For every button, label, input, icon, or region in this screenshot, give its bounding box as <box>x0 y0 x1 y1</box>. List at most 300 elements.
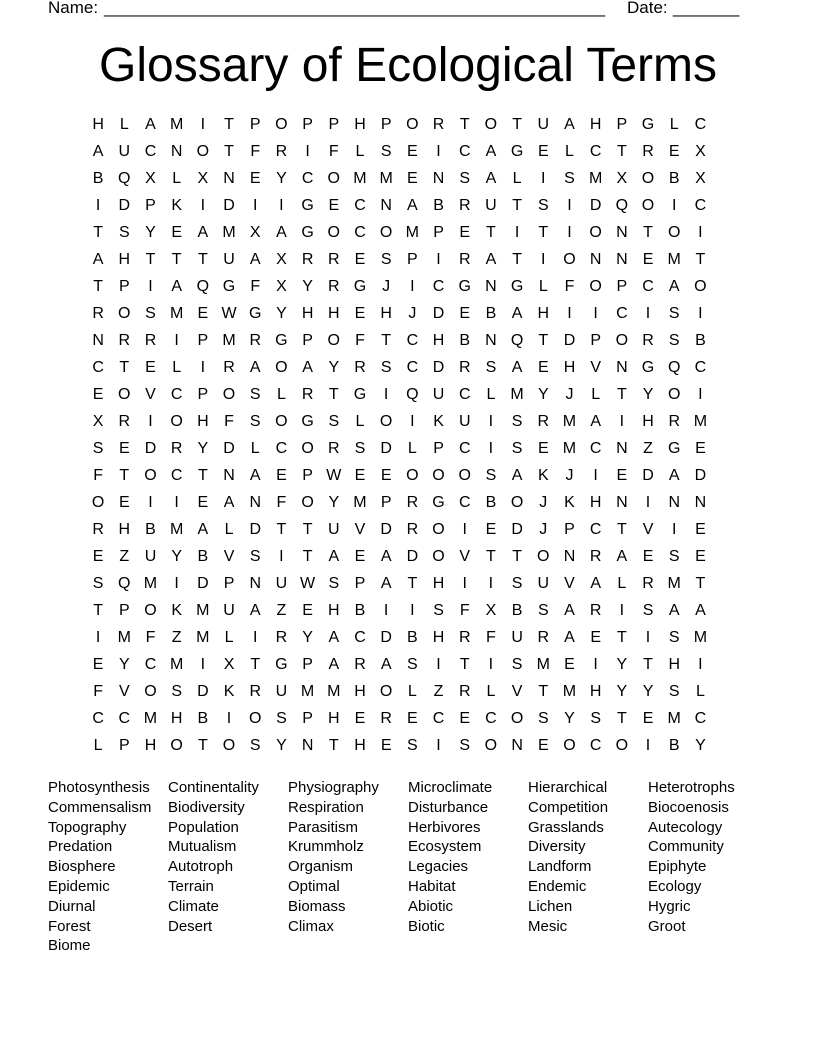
grid-letter: H <box>432 629 445 646</box>
grid-letter: X <box>616 170 628 187</box>
word-item: Endemic <box>528 877 587 895</box>
grid-letter: E <box>407 710 418 727</box>
grid-letter: L <box>276 386 286 403</box>
grid-letter: L <box>617 575 627 592</box>
word-item: Competition <box>528 798 609 816</box>
grid-letter: P <box>302 656 313 673</box>
grid-letter: I <box>410 413 415 430</box>
grid-row <box>85 246 714 273</box>
grid-letter: R <box>458 683 471 700</box>
grid-letter: I <box>593 467 598 484</box>
grid-letter: Y <box>537 386 549 403</box>
grid-letter: E <box>459 710 471 727</box>
grid-letter: M <box>353 494 367 511</box>
word-item: Hygric <box>648 897 691 915</box>
grid-letter: C <box>458 440 471 457</box>
grid-letter: M <box>222 332 236 349</box>
grid-letter: L <box>119 116 129 133</box>
grid-letter: C <box>92 359 104 376</box>
grid-letter: G <box>248 305 262 322</box>
grid-letter: Q <box>406 386 419 403</box>
grid-row <box>85 651 714 678</box>
grid-letter: P <box>118 278 130 295</box>
grid-letter: T <box>171 251 182 268</box>
word-item: Topography <box>48 818 127 836</box>
grid-letter: U <box>275 683 288 700</box>
grid-letter: F <box>145 629 156 646</box>
grid-row <box>85 705 714 732</box>
grid-letter: S <box>380 359 392 376</box>
grid-letter: I <box>645 737 651 754</box>
grid-letter: S <box>249 737 261 754</box>
grid-letter: M <box>693 413 708 430</box>
grid-letter: A <box>668 278 680 295</box>
grid-letter: O <box>196 143 210 160</box>
grid-letter: L <box>172 359 182 376</box>
grid-letter: E <box>590 629 601 646</box>
grid-letter: E <box>197 305 209 322</box>
grid-letter: B <box>695 332 706 349</box>
grid-letter: M <box>143 710 158 727</box>
grid-letter: H <box>354 116 366 133</box>
grid-letter: I <box>593 305 598 322</box>
grid-row <box>85 678 714 705</box>
word-item: Autecology <box>648 818 723 836</box>
grid-letter: O <box>563 737 576 754</box>
grid-letter: T <box>616 629 627 646</box>
grid-letter: A <box>145 116 156 133</box>
grid-letter: S <box>537 197 549 214</box>
grid-letter: P <box>223 575 235 592</box>
word-item: Heterotrophs <box>648 779 735 796</box>
grid-letter: I <box>252 197 258 214</box>
grid-letter: D <box>249 521 261 538</box>
grid-letter: O <box>563 251 576 268</box>
grid-letter: H <box>537 305 550 322</box>
grid-letter: G <box>641 116 655 133</box>
word-item: Terrain <box>168 877 214 895</box>
grid-letter: L <box>172 170 182 187</box>
grid-letter: I <box>383 386 389 403</box>
grid-letter: W <box>326 467 342 484</box>
grid-letter: S <box>118 224 130 241</box>
grid-letter: C <box>354 197 366 214</box>
grid-letter: V <box>354 521 366 538</box>
grid-letter: E <box>459 305 471 322</box>
grid-letter: F <box>276 494 287 511</box>
grid-letter: O <box>432 467 445 484</box>
grid-letter: S <box>537 710 549 727</box>
grid-letter: I <box>698 656 703 673</box>
grid-letter: C <box>354 224 366 241</box>
grid-letter: G <box>301 413 314 430</box>
grid-letter: O <box>327 332 340 349</box>
word-item: Abiotic <box>408 897 454 915</box>
grid-letter: E <box>407 143 418 160</box>
grid-letter: I <box>462 575 467 592</box>
grid-letter: I <box>514 224 520 241</box>
word-item: Respiration <box>288 798 364 816</box>
word-item: Landform <box>528 858 592 876</box>
grid-letter: Y <box>276 170 287 187</box>
grid-letter: F <box>564 278 575 295</box>
word-item: Habitat <box>408 877 456 895</box>
grid-letter: G <box>222 278 236 295</box>
grid-letter: F <box>224 413 234 430</box>
grid-letter: S <box>511 575 523 592</box>
grid-letter: C <box>642 278 654 295</box>
grid-row <box>85 327 714 354</box>
grid-letter: F <box>93 467 103 484</box>
grid-letter: E <box>302 602 313 619</box>
grid-letter: S <box>668 683 680 700</box>
grid-letter: H <box>642 413 654 430</box>
grid-letter: B <box>145 521 156 538</box>
grid-letter: E <box>537 440 549 457</box>
grid-letter: A <box>485 143 497 160</box>
word-column <box>408 778 528 956</box>
grid-letter: C <box>144 143 157 160</box>
grid-letter: K <box>564 494 575 511</box>
grid-letter: D <box>406 548 419 565</box>
grid-letter: L <box>224 629 234 646</box>
grid-letter: N <box>92 332 104 349</box>
grid-letter: T <box>93 278 103 295</box>
grid-letter: O <box>118 305 131 322</box>
grid-letter: G <box>275 656 288 673</box>
grid-letter: N <box>616 494 628 511</box>
grid-letter: X <box>92 413 104 430</box>
grid-letter: O <box>510 710 524 727</box>
grid-letter: T <box>459 656 470 673</box>
grid-letter: D <box>563 332 576 349</box>
grid-letter: S <box>249 413 261 430</box>
date-field-line: _______ <box>673 0 740 17</box>
grid-letter: C <box>694 116 707 133</box>
grid-letter: I <box>200 359 206 376</box>
grid-letter: U <box>485 197 497 214</box>
grid-letter: K <box>171 197 182 214</box>
grid-letter: C <box>144 656 157 673</box>
grid-letter: M <box>510 386 524 403</box>
grid-letter: T <box>695 251 706 268</box>
word-item: Disturbance <box>408 798 489 816</box>
grid-row <box>85 381 714 408</box>
grid-letter: G <box>301 224 314 241</box>
word-item: Hierarchical <box>528 779 608 796</box>
grid-letter: Y <box>642 683 654 700</box>
grid-letter: R <box>249 683 261 700</box>
grid-letter: F <box>486 629 496 646</box>
word-column <box>528 778 648 956</box>
grid-letter: A <box>511 467 523 484</box>
grid-letter: L <box>224 521 234 538</box>
grid-letter: H <box>380 305 392 322</box>
grid-letter: M <box>117 629 131 646</box>
grid-letter: T <box>486 224 496 241</box>
grid-letter: H <box>432 332 445 349</box>
grid-letter: I <box>619 413 625 430</box>
grid-letter: A <box>407 197 418 214</box>
grid-letter: E <box>92 386 104 403</box>
grid-letter: Q <box>667 359 681 376</box>
grid-letter: C <box>458 494 471 511</box>
grid-letter: L <box>250 440 260 457</box>
grid-letter: I <box>488 440 494 457</box>
date-label: Date: <box>627 0 668 17</box>
grid-letter: E <box>354 710 366 727</box>
grid-letter: R <box>589 602 602 619</box>
grid-letter: W <box>300 575 316 592</box>
grid-letter: I <box>200 656 206 673</box>
grid-letter: D <box>223 440 235 457</box>
grid-letter: E <box>145 359 156 376</box>
grid-letter: J <box>539 494 548 511</box>
grid-letter: N <box>170 143 183 160</box>
grid-letter: K <box>433 413 444 430</box>
grid-letter: O <box>641 197 655 214</box>
grid-letter: E <box>92 548 104 565</box>
grid-letter: T <box>93 224 103 241</box>
grid-letter: O <box>222 737 236 754</box>
grid-row <box>85 138 714 165</box>
grid-letter: L <box>669 116 679 133</box>
grid-letter: C <box>694 359 707 376</box>
grid-letter: O <box>615 737 629 754</box>
grid-letter: N <box>223 467 235 484</box>
grid-letter: I <box>645 494 651 511</box>
grid-letter: U <box>511 629 523 646</box>
grid-letter: H <box>432 575 445 592</box>
grid-letter: T <box>616 386 627 403</box>
grid-letter: R <box>380 710 392 727</box>
word-item: Biomass <box>288 897 346 915</box>
grid-letter: O <box>694 278 707 295</box>
grid-letter: O <box>432 521 445 538</box>
header <box>48 0 748 20</box>
grid-letter: O <box>406 116 419 133</box>
grid-letter: L <box>695 683 705 700</box>
grid-letter: R <box>301 251 314 268</box>
grid-letter: R <box>275 143 288 160</box>
grid-letter: Z <box>276 602 287 619</box>
grid-letter: Y <box>616 683 628 700</box>
grid-letter: E <box>537 143 549 160</box>
grid-letter: H <box>301 305 314 322</box>
grid-letter: R <box>144 332 157 349</box>
word-item: Biodiversity <box>168 798 245 816</box>
grid-letter: C <box>432 710 445 727</box>
grid-letter: S <box>328 575 340 592</box>
grid-letter: I <box>174 575 179 592</box>
grid-row <box>85 354 714 381</box>
grid-letter: E <box>354 305 366 322</box>
grid-letter: C <box>118 710 131 727</box>
grid-letter: A <box>616 548 628 565</box>
word-item: Biocoenosis <box>648 798 729 816</box>
word-item: Autotroph <box>168 858 234 876</box>
grid-letter: Y <box>642 386 654 403</box>
grid-letter: N <box>249 575 261 592</box>
grid-letter: X <box>249 224 261 241</box>
grid-letter: U <box>223 251 235 268</box>
grid-letter: Q <box>118 575 131 592</box>
grid-letter: Y <box>564 710 575 727</box>
grid-letter: E <box>92 656 104 673</box>
grid-letter: J <box>539 521 548 538</box>
grid-letter: I <box>200 116 206 133</box>
grid-letter: T <box>224 116 234 133</box>
grid-letter: I <box>698 305 703 322</box>
grid-letter: M <box>536 656 550 673</box>
grid-letter: A <box>590 575 601 592</box>
grid-letter: A <box>564 629 575 646</box>
grid-letter: A <box>249 359 261 376</box>
grid-letter: E <box>695 440 706 457</box>
grid-letter: O <box>118 386 131 403</box>
grid-letter: C <box>432 278 445 295</box>
grid-row <box>85 300 714 327</box>
grid-letter: D <box>118 197 131 214</box>
grid-letter: T <box>616 143 627 160</box>
grid-letter: T <box>328 386 339 403</box>
grid-letter: P <box>433 224 444 241</box>
word-item: Herbivores <box>408 818 481 836</box>
grid-letter: Y <box>171 548 182 565</box>
grid-letter: Y <box>302 629 313 646</box>
grid-letter: A <box>249 467 261 484</box>
grid-letter: I <box>279 548 284 565</box>
grid-letter: R <box>354 656 366 673</box>
grid-letter: F <box>250 143 261 160</box>
grid-letter: O <box>379 413 393 430</box>
grid-letter: F <box>250 278 261 295</box>
grid-letter: I <box>671 197 677 214</box>
grid-letter: G <box>641 359 655 376</box>
grid-letter: I <box>567 305 572 322</box>
grid-letter: A <box>380 656 392 673</box>
grid-letter: O <box>406 467 419 484</box>
grid-letter: A <box>249 251 261 268</box>
grid-letter: P <box>433 440 444 457</box>
grid-letter: I <box>148 413 153 430</box>
grid-letter: M <box>667 575 681 592</box>
word-item: Legacies <box>408 858 469 876</box>
grid-letter: A <box>564 602 575 619</box>
grid-letter: I <box>279 197 284 214</box>
grid-letter: P <box>145 197 156 214</box>
grid-letter: M <box>405 224 419 241</box>
grid-letter: B <box>197 710 209 727</box>
grid-letter: M <box>562 683 577 700</box>
word-item: Diurnal <box>48 897 96 915</box>
grid-letter: I <box>436 251 441 268</box>
grid-row <box>85 435 714 462</box>
grid-letter: G <box>458 278 471 295</box>
grid-letter: X <box>276 251 287 268</box>
grid-letter: O <box>301 494 314 511</box>
grid-letter: D <box>197 683 209 700</box>
grid-letter: Y <box>302 278 313 295</box>
grid-letter: O <box>484 737 498 754</box>
grid-letter: M <box>667 710 681 727</box>
grid-letter: C <box>589 143 602 160</box>
grid-letter: H <box>328 305 340 322</box>
grid-letter: H <box>118 521 131 538</box>
grid-letter: F <box>459 602 470 619</box>
grid-letter: D <box>642 467 654 484</box>
grid-letter: L <box>486 683 496 700</box>
word-item: Ecosystem <box>408 838 482 856</box>
grid-row <box>85 462 714 489</box>
grid-letter: C <box>589 737 602 754</box>
grid-letter: D <box>511 521 523 538</box>
grid-letter: S <box>380 143 392 160</box>
grid-letter: V <box>642 521 654 538</box>
grid-letter: E <box>564 656 575 673</box>
grid-letter: Y <box>276 737 287 754</box>
grid-letter: M <box>353 170 367 187</box>
grid-letter: R <box>406 494 419 511</box>
grid-letter: H <box>589 494 602 511</box>
grid-letter: I <box>95 629 101 646</box>
grid-letter: H <box>92 116 104 133</box>
grid-letter: P <box>616 116 628 133</box>
grid-letter: S <box>380 251 392 268</box>
grid-letter: E <box>118 440 130 457</box>
grid-letter: S <box>328 413 340 430</box>
grid-letter: H <box>589 683 602 700</box>
grid-letter: G <box>353 386 367 403</box>
grid-letter: C <box>170 467 183 484</box>
grid-letter: G <box>667 440 681 457</box>
grid-letter: A <box>511 359 523 376</box>
grid-letter: S <box>485 359 497 376</box>
grid-letter: B <box>407 629 418 646</box>
grid-letter: E <box>668 143 680 160</box>
grid-letter: P <box>302 467 313 484</box>
grid-letter: I <box>619 602 625 619</box>
grid-letter: T <box>643 224 653 241</box>
grid-letter: C <box>354 629 366 646</box>
grid-letter: T <box>119 467 130 484</box>
grid-letter: E <box>616 467 628 484</box>
grid-letter: I <box>698 224 703 241</box>
grid-letter: G <box>275 332 288 349</box>
grid-letter: O <box>484 116 498 133</box>
grid-letter: E <box>354 548 366 565</box>
grid-letter: T <box>538 332 549 349</box>
grid-letter: B <box>485 305 497 322</box>
grid-letter: O <box>615 332 629 349</box>
grid-letter: R <box>92 305 104 322</box>
grid-letter: C <box>170 386 183 403</box>
grid-letter: L <box>407 440 417 457</box>
grid-letter: T <box>302 521 313 538</box>
grid-letter: D <box>694 467 707 484</box>
grid-letter: O <box>275 359 288 376</box>
grid-letter: M <box>588 170 603 187</box>
grid-letter: J <box>382 278 391 295</box>
grid-letter: P <box>118 737 130 754</box>
word-item: Biosphere <box>48 858 116 876</box>
grid-letter: I <box>436 737 441 754</box>
grid-letter: N <box>485 332 497 349</box>
grid-letter: L <box>355 413 365 430</box>
grid-letter: N <box>380 197 392 214</box>
grid-letter: Q <box>118 170 131 187</box>
grid-letter: E <box>695 521 706 538</box>
